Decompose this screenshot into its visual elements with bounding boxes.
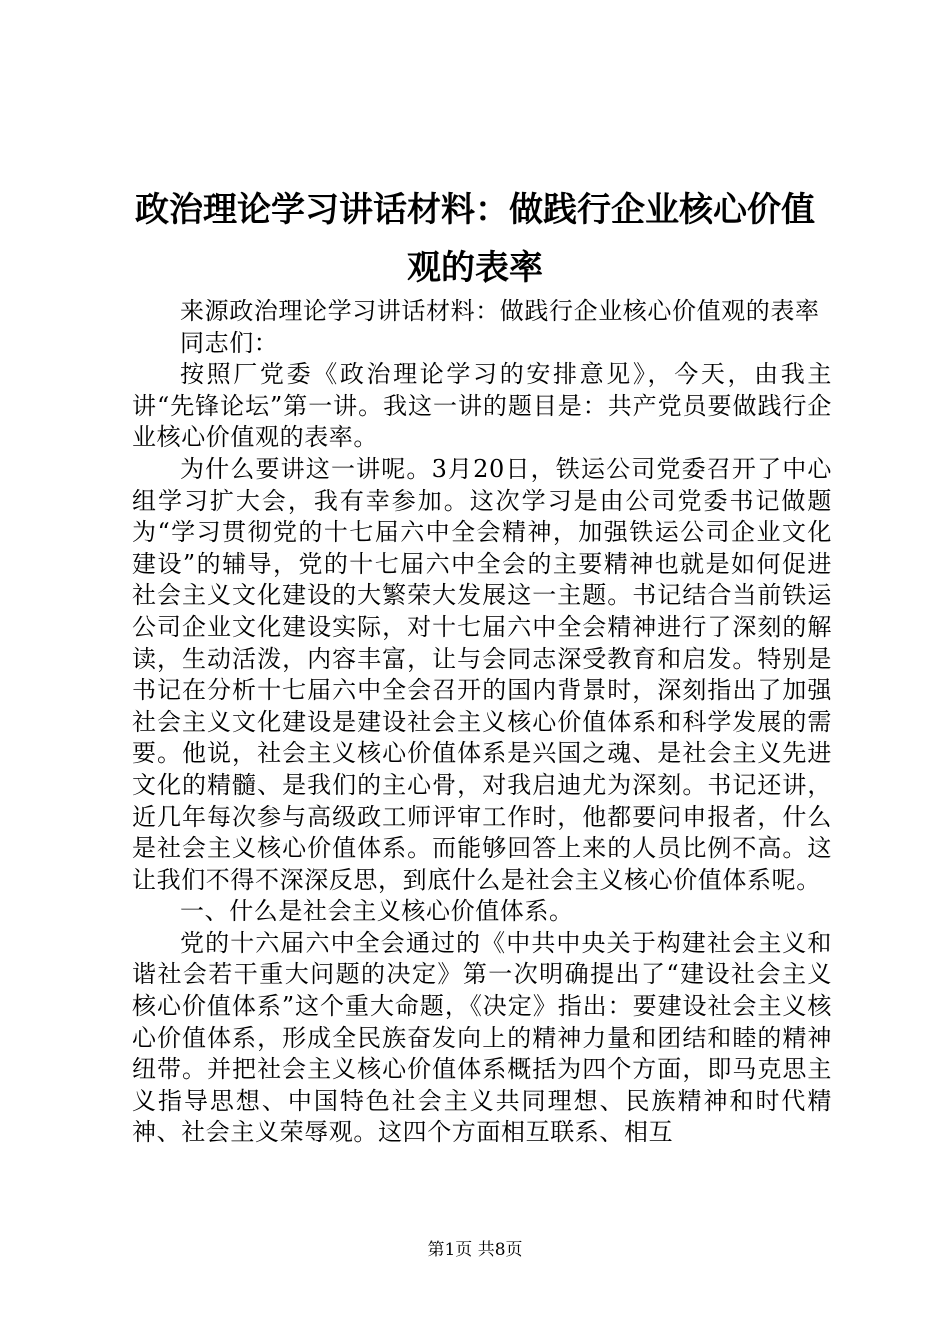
document-title-line-1: 政治理论学习讲话材料：做践行企业核心价值 [135, 190, 815, 230]
document-title-line-2: 观的表率 [407, 248, 543, 288]
page-number-footer: 第1页 共8页 [427, 1240, 523, 1260]
salutation-paragraph: 同志们： [180, 328, 279, 357]
body-paragraph: 按照厂党委《政治理论学习的安排意见》，今天，由我主讲“先锋论坛”第一讲。我这一讲的题目是：共产党员要做践行企业核心价值观的表率。 [132, 360, 832, 452]
section-heading: 一、什么是社会主义核心价值体系。 [180, 897, 574, 926]
source-paragraph: 来源政治理论学习讲话材料：做践行企业核心价值观的表率 [180, 297, 820, 325]
body-paragraph: 为什么要讲这一讲呢。3月20日，铁运公司党委召开了中心组学习扩大会，我有幸参加。这次学习是由公司党委书记做题为“学习贯彻党的十七届六中全会精神，加强铁运公司企业文化建设”的辅导，党的十七届六中全会的主要精神也就是如何促进社会主义文化建设的大繁荣大发展这一主题。书记结合当前铁运公司企业文化建设实际，对十七届六中全会精神进行了深刻的解读，生动活泼，内容丰富，让与会同志深受教育和启发。特别是书记在分析十七届六中全会召开的国内背景时，深刻指出了加强社会主义文化建设是建设社会主义核心价值体系和科学发展的需要。他说，社会主义核心价值体系是兴国之魂、是社会主义先进文化的精髓、是我们的主心骨，对我启迪尤为深刻。书记还讲，近几年每次参与高级政工师评审工作时，他都要问申报者，什么是社会主义核心价值体系。而能够回答上来的人员比例不高。这让我们不得不深深反思，到底什么是社会主义核心价值体系呢。 [132, 454, 832, 894]
document-body [132, 296, 832, 1149]
body-paragraph: 党的十六届六中全会通过的《中共中央关于构建社会主义和谐社会若干重大问题的决定》第一次明确提出了“建设社会主义核心价值体系”这个重大命题，《决定》指出：要建设社会主义核心价值体系，形成全民族奋发向上的精神力量和团结和睦的精神纽带。并把社会主义核心价值体系概括为四个方面，即马克思主义指导思想、中国特色社会主义共同理想、民族精神和时代精神、社会主义荣辱观。这四个方面相互联系、相互 [132, 928, 832, 1147]
